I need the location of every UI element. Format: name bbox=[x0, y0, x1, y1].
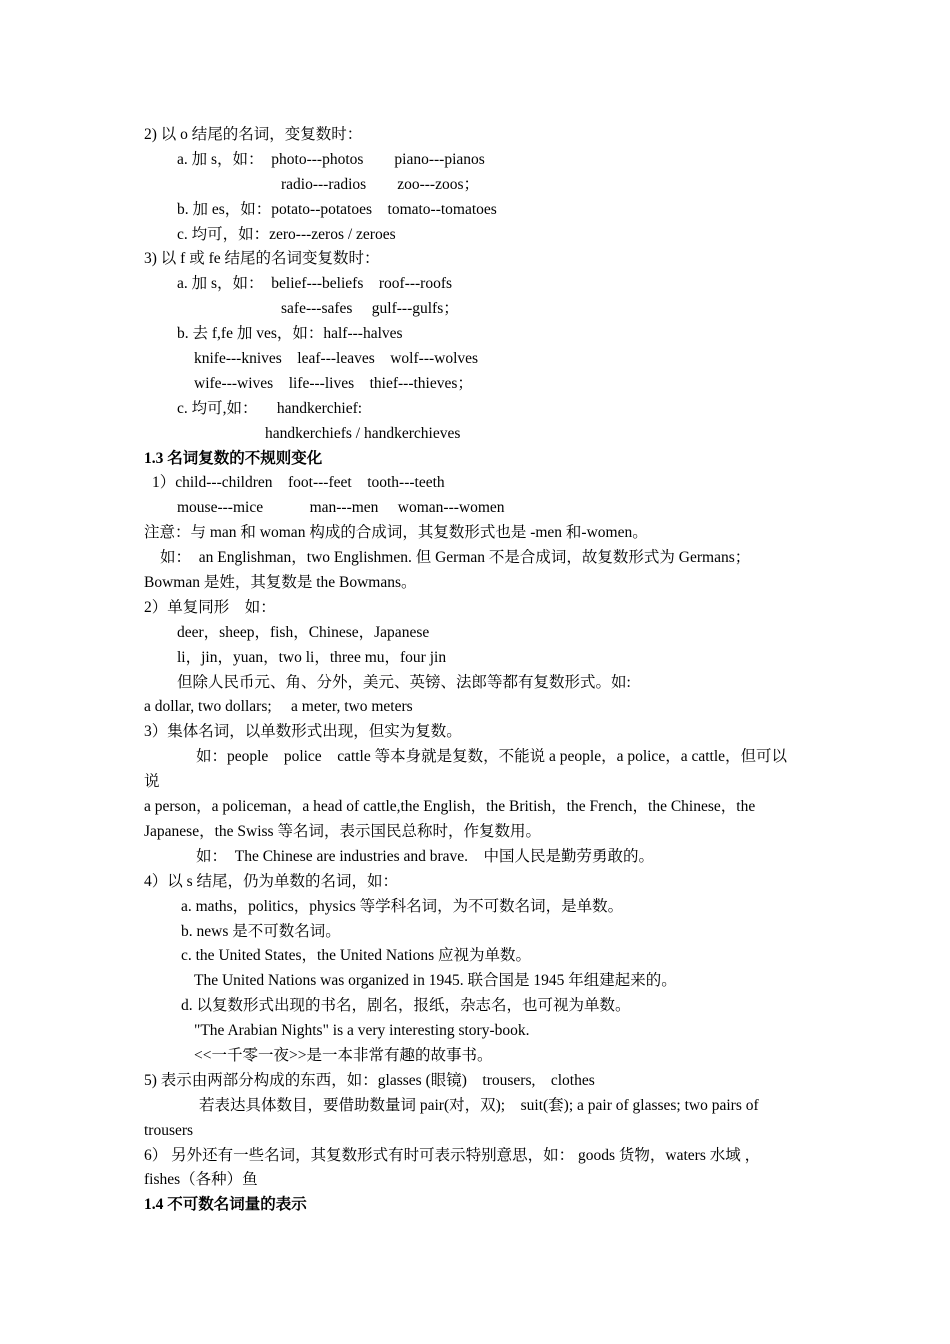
rule-b-line: b. 去 f,fe 加 ves，如：half---halves bbox=[177, 325, 403, 343]
rule-c-line: c. 均可,如： handkerchief: bbox=[177, 399, 363, 417]
note-example-line: 如： an Englishman，two Englishmen. 但 German 不是合成词，故复数形式为 Germans； bbox=[160, 549, 751, 567]
exception-line: 但除人民币元、角、分外，美元、英镑、法郎等都有复数形式。如: bbox=[177, 673, 631, 691]
section-heading-1-3: 1.3 名词复数的不规则变化 bbox=[144, 449, 323, 467]
example-line: a dollar, two dollars; a meter, two meters bbox=[144, 698, 413, 716]
note-line: 注意：与 man 和 woman 构成的合成词，其复数形式也是 -men 和-women。 bbox=[144, 524, 648, 542]
item-3-heading: 3) 以 f 或 fe 结尾的名词变复数时： bbox=[144, 250, 380, 268]
rule-b-line: b. 加 es，如：potato--potatoes tomato--tomatoes bbox=[177, 200, 497, 218]
section-heading-1-4: 1.4 不可数名词量的表示 bbox=[144, 1196, 307, 1214]
rule-a-line: a. 加 s，如： belief---beliefs roof---roofs bbox=[177, 275, 453, 293]
example-line: handkerchiefs / handkerchieves bbox=[265, 424, 461, 442]
example-line: 若表达具体数目，要借助数量词 pair(对，双); suit(套); a pair of glasses; two pairs of bbox=[199, 1096, 759, 1114]
example-continued: trousers bbox=[144, 1121, 194, 1139]
example-continued: a person，a policeman，a head of cattle,the English，the British，the French，the Chinese，the bbox=[144, 798, 756, 816]
document-body bbox=[144, 123, 812, 1218]
note-example-continued: Bowman 是姓，其复数是 the Bowmans。 bbox=[144, 574, 417, 592]
example-line: <<一千零一夜>>是一本非常有趣的故事书。 bbox=[194, 1046, 493, 1064]
rule-a-continued: safe---safes gulf---gulfs； bbox=[281, 300, 459, 318]
rule-c-line: c. 均可，如：zero---zeros / zeroes bbox=[177, 225, 396, 243]
item-2-heading: 2) 以 o 结尾的名词，变复数时： bbox=[144, 126, 363, 143]
example-line: deer，sheep，fish，Chinese，Japanese bbox=[177, 623, 430, 641]
item-2-heading: 2）单复同形 如： bbox=[144, 598, 276, 616]
rule-c-line: c. the United States，the United Nations 应视为单数。 bbox=[181, 947, 531, 965]
example-line: "The Arabian Nights" is a very interesting story-book. bbox=[194, 1022, 530, 1040]
item-5-heading: 5) 表示由两部分构成的东西，如：glasses (眼镜) trousers, clothes bbox=[144, 1071, 595, 1089]
item-3-heading: 3）集体名词，以单数形式出现，但实为复数。 bbox=[144, 723, 462, 741]
item-1-line: 1）child---children foot---feet tooth---teeth bbox=[152, 474, 445, 492]
item-4-heading: 4）以 s 结尾，仍为单数的名词，如： bbox=[144, 872, 399, 890]
example-line: 如：people police cattle 等本身就是复数，不能说 a people，a police，a cattle，但可以 bbox=[196, 748, 788, 766]
item-6-continued: fishes（各种）鱼 bbox=[144, 1171, 258, 1189]
example-line: 如： The Chinese are industries and brave. 中国人民是勤劳勇敢的。 bbox=[196, 847, 655, 865]
example-line: li，jin，yuan，two li，three mu，four jin bbox=[177, 648, 447, 666]
rule-a-line: a. maths，politics，physics 等学科名词，为不可数名词，是单数。 bbox=[181, 897, 624, 915]
rule-a-continued: radio---radios zoo---zoos； bbox=[281, 175, 479, 193]
rule-d-line: d. 以复数形式出现的书名，剧名，报纸，杂志名，也可视为单数。 bbox=[181, 997, 631, 1015]
example-continued: Japanese，the Swiss 等名词，表示国民总称时，作复数用。 bbox=[144, 822, 541, 840]
rule-a-line: a. 加 s，如： photo---photos piano---pianos bbox=[177, 150, 485, 168]
item-6-heading: 6） 另外还有一些名词，其复数形式有时可表示特别意思，如： goods 货物，waters 水域 ， bbox=[144, 1146, 761, 1164]
example-line: wife---wives life---lives thief---thieves； bbox=[194, 374, 473, 392]
rule-b-line: b. news 是不可数名词。 bbox=[181, 922, 341, 940]
example-continued: 说 bbox=[144, 773, 160, 791]
example-line: mouse---mice man---men woman---women bbox=[177, 499, 505, 517]
example-line: The United Nations was organized in 1945. 联合国是 1945 年组建起来的。 bbox=[194, 972, 677, 990]
example-line: knife---knives leaf---leaves wolf---wolves bbox=[194, 350, 479, 368]
